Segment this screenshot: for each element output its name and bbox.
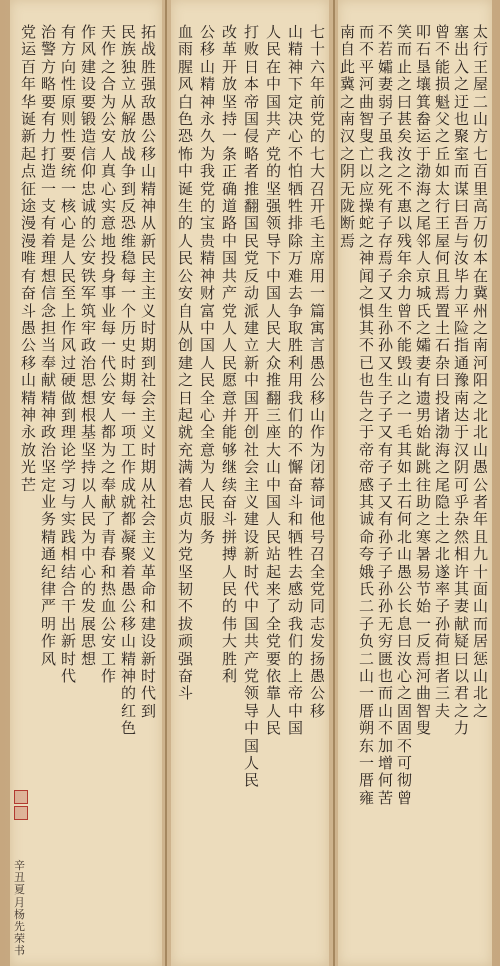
seal-stamp xyxy=(14,790,28,804)
text-column: 曾不能损魁父之丘如太行王屋何且焉置土石杂曰投诸渤海之尾隐土之北遂率子孙荷担者三夫 xyxy=(435,23,451,720)
text-column: 治警方略要有力打造一支有着理想信念担当奉献精神政治坚定业务精通纪律严明作风 xyxy=(41,23,57,668)
text-column: 党运百年华诞新起点征途漫漫唯有奋斗愚公移山精神永放光芒 xyxy=(21,23,37,494)
text-column: 叩石垦壤箕畚运于渤海之尾邻人京城氏之孀妻有遗男始龀跳往助之寒暑易节始一反焉河曲智叟 xyxy=(416,23,432,738)
signature: 辛丑夏月杨先荣书 xyxy=(14,859,25,958)
text-column: 天作之合为公安人真心实意地投身事业每一代公安人都为之奉献了青春和热血公安工作 xyxy=(101,23,117,686)
text-column: 拓战胜强敌愚公移山精神从新民主主义时期到社会主义时期从社会主义革命和建设新时代到 xyxy=(141,23,157,720)
text-column: 塞出入之迂也聚室而谋曰吾与汝毕力平险指通豫南达于汉阴可乎杂然相许其妻献疑曰以君之力 xyxy=(454,23,470,738)
text-column: 有方向性原则性要统一核心是人民至上作风过硬做到理论学习与实践相结合干出新时代 xyxy=(61,23,77,686)
text-column: 改革开放坚持一条正确道路中国共产党人人民愿意并能够继续奋斗拼搏人民的伟大胜利 xyxy=(222,23,238,686)
text-column: 而不平河曲智叟亡以应操蛇之神闻之惧其不已也告之于帝帝感其诚命夸娥氏二子负二山一厝朔东一厝雍 xyxy=(359,23,375,807)
text-column: 民族独立从解放战争到反恐维稳每一个历史时期每一项工作成就都凝聚着愚公移山精神的红色 xyxy=(121,23,137,738)
text-column: 打败日本帝国侵略者推翻国民党反动派建立新中国开创社会主义建设新时代中国共产党领导中国人民 xyxy=(244,23,260,790)
text-column: 人民在中国共产党的坚强领导下中国人民大众推翻三座大山中国人民站起来了全党要依靠人民 xyxy=(266,23,282,738)
panel-seam xyxy=(333,0,335,966)
text-column: 南自此冀之南汉之阴无陇断焉 xyxy=(340,23,356,250)
text-column: 七十六年前党的七大召开毛主席用一篇寓言愚公移山作为闭幕词他号召全党同志发扬愚公移 xyxy=(310,23,326,720)
text-column: 血雨腥风白色恐怖中诞生的人民公安自从创建之日起就充满着忠贞为党坚韧不拔顽强奋斗 xyxy=(178,23,194,703)
text-column: 太行王屋二山方七百里高万仞本在冀州之南河阳之北北山愚公者年且九十面山而居惩山北之 xyxy=(473,23,489,720)
text-column: 笑而止之曰甚矣汝之不惠以残年余力曾不能毁山之一毛其如土石何北山愚公长息曰汝心之固固不可彻曾 xyxy=(397,23,413,807)
panel-seam xyxy=(165,0,167,966)
text-column: 作风建设要锻造信仰忠诚的公安铁军筑牢政治思想根基坚持以人民为中心的发展思想 xyxy=(81,23,97,668)
text-column: 山精神下定决心不怕牺牲排除万难去争取胜利用我们的不懈奋斗和牺牲去感动我们的上帝中国 xyxy=(288,23,304,738)
text-column: 公移山精神永久为我党的宝贵精神财富中国人民全心全意为人民服务 xyxy=(200,23,216,546)
seal-stamp xyxy=(14,806,28,820)
text-column: 不若孀妻弱子虽我之死有子存焉子又生孙孙又生子子又有子子又有孙子子孙孙无穷匮也而山不加增何苦 xyxy=(378,23,394,807)
